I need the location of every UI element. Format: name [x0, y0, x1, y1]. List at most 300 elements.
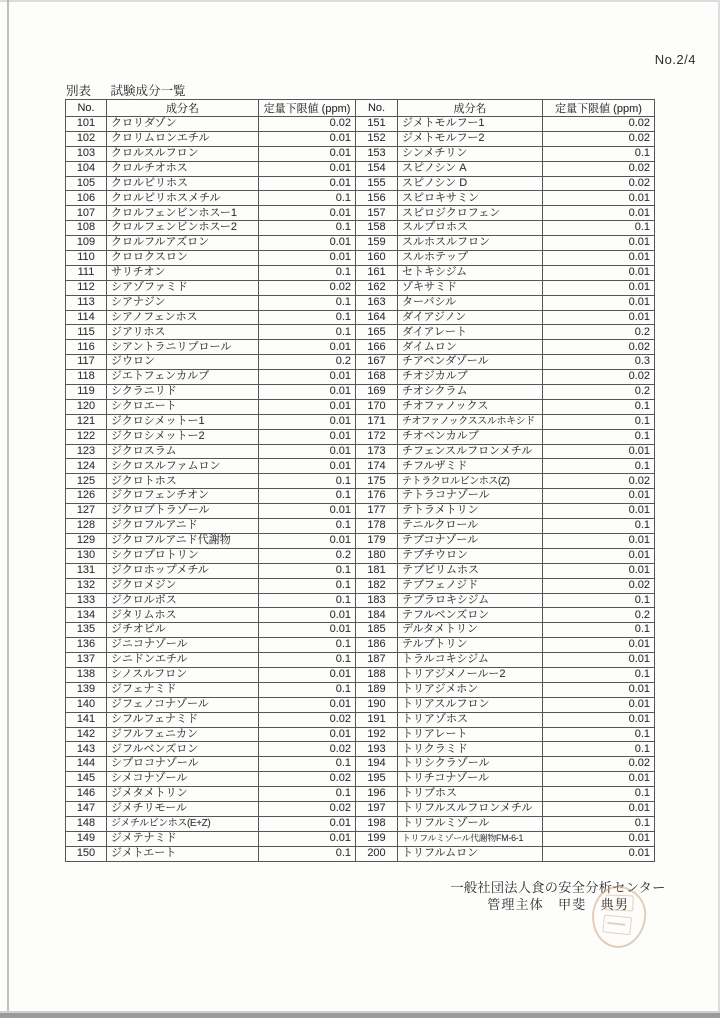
- row-number: 114: [66, 310, 107, 325]
- row-number: 121: [66, 414, 107, 429]
- detection-limit-value: 0.1: [543, 742, 655, 757]
- table-row: [356, 146, 655, 161]
- row-number: 122: [66, 429, 107, 444]
- table-row: [356, 801, 655, 816]
- table-right: [355, 99, 655, 862]
- table-row: [66, 504, 356, 519]
- row-number: 196: [356, 787, 398, 802]
- component-name: チアベンダゾール: [398, 355, 543, 370]
- detection-limit-value: 0.01: [259, 504, 356, 519]
- row-number: 189: [356, 682, 398, 697]
- row-number: 108: [66, 221, 107, 236]
- row-number: 165: [356, 325, 398, 340]
- table-row: [356, 370, 655, 385]
- row-number: 178: [356, 519, 398, 534]
- table-row: [66, 429, 356, 444]
- detection-limit-value: 0.2: [259, 355, 356, 370]
- table-row: [66, 727, 356, 742]
- row-number: 130: [66, 548, 107, 563]
- detection-limit-value: 0.1: [543, 623, 655, 638]
- detection-limit-value: 0.3: [543, 355, 655, 370]
- row-number: 135: [66, 623, 107, 638]
- detection-limit-value: 0.02: [259, 801, 356, 816]
- detection-limit-value: 0.01: [543, 831, 655, 846]
- table-row: [356, 697, 655, 712]
- detection-limit-value: 0.02: [259, 772, 356, 787]
- detection-limit-value: 0.01: [543, 563, 655, 578]
- table-row: [66, 697, 356, 712]
- component-name: デルタメトリン: [398, 623, 543, 638]
- detection-limit-value: 0.1: [543, 414, 655, 429]
- table-row: [356, 399, 655, 414]
- table-row: [356, 638, 655, 653]
- component-name: ジクロシメットー2: [107, 429, 259, 444]
- detection-limit-value: 0.1: [259, 489, 356, 504]
- row-number: 140: [66, 697, 107, 712]
- table-row: [66, 414, 356, 429]
- row-number: 153: [356, 146, 398, 161]
- detection-limit-value: 0.1: [543, 429, 655, 444]
- table-row: [66, 831, 356, 846]
- component-name: ジフルベンズロン: [107, 742, 259, 757]
- component-name: スルプロホス: [398, 221, 543, 236]
- component-name: チオベンカルブ: [398, 429, 543, 444]
- detection-limit-value: 0.01: [259, 727, 356, 742]
- table-row: [356, 816, 655, 831]
- detection-limit-value: 0.1: [259, 787, 356, 802]
- component-name: ジタリムホス: [107, 608, 259, 623]
- detection-limit-value: 0.01: [543, 712, 655, 727]
- table-row: [66, 459, 356, 474]
- component-name: ジメトエート: [107, 846, 259, 861]
- table-row: [356, 489, 655, 504]
- component-name: シアゾファミド: [107, 280, 259, 295]
- detection-limit-value: 0.01: [543, 295, 655, 310]
- row-number: 111: [66, 265, 107, 280]
- detection-limit-value: 0.01: [543, 206, 655, 221]
- row-number: 102: [66, 131, 107, 146]
- table-row: [66, 310, 356, 325]
- component-name: トリフルムロン: [398, 846, 543, 861]
- detection-limit-value: 0.01: [543, 489, 655, 504]
- row-number: 175: [356, 474, 398, 489]
- component-name: クロリダゾン: [107, 117, 259, 132]
- component-name: ゾキサミド: [398, 280, 543, 295]
- column-header-detection-limit: 定量下限値 (ppm): [259, 100, 356, 117]
- component-name: チフェンスルフロンメチル: [398, 444, 543, 459]
- table-row: [66, 712, 356, 727]
- scan-edge-left: [7, 0, 9, 1012]
- row-number: 145: [66, 772, 107, 787]
- row-number: 132: [66, 578, 107, 593]
- table-row: [66, 816, 356, 831]
- detection-limit-value: 0.1: [259, 295, 356, 310]
- row-number: 198: [356, 816, 398, 831]
- detection-limit-value: 0.02: [543, 340, 655, 355]
- row-number: 182: [356, 578, 398, 593]
- row-number: 123: [66, 444, 107, 459]
- table-row: [66, 489, 356, 504]
- row-number: 172: [356, 429, 398, 444]
- test-components-table: [65, 99, 655, 862]
- table-row: [66, 161, 356, 176]
- table-row: [356, 593, 655, 608]
- component-name: トリクラミド: [398, 742, 543, 757]
- row-number: 163: [356, 295, 398, 310]
- table-row: [66, 295, 356, 310]
- table-row: [356, 712, 655, 727]
- row-number: 154: [356, 161, 398, 176]
- row-number: 125: [66, 474, 107, 489]
- component-name: トリシクラゾール: [398, 757, 543, 772]
- detection-limit-value: 0.01: [259, 131, 356, 146]
- component-name: スピノシン A: [398, 161, 543, 176]
- title-annotation: 別表: [66, 84, 92, 98]
- scan-edge-bottom: [0, 1013, 720, 1018]
- table-row: [66, 206, 356, 221]
- table-row: [66, 117, 356, 132]
- detection-limit-value: 0.01: [259, 533, 356, 548]
- table-row: [356, 742, 655, 757]
- row-number: 104: [66, 161, 107, 176]
- detection-limit-value: 0.01: [259, 176, 356, 191]
- row-number: 187: [356, 653, 398, 668]
- row-number: 191: [356, 712, 398, 727]
- component-name: テプラロキシジム: [398, 593, 543, 608]
- row-number: 188: [356, 667, 398, 682]
- component-name: トリチコナゾール: [398, 772, 543, 787]
- header-row: [356, 100, 655, 117]
- detection-limit-value: 0.01: [259, 414, 356, 429]
- detection-limit-value: 0.01: [259, 161, 356, 176]
- detection-limit-value: 0.01: [259, 399, 356, 414]
- detection-limit-value: 0.2: [543, 608, 655, 623]
- component-name: トリアジメノールー2: [398, 667, 543, 682]
- row-number: 137: [66, 653, 107, 668]
- table-row: [356, 682, 655, 697]
- detection-limit-value: 0.2: [259, 548, 356, 563]
- detection-limit-value: 0.2: [543, 325, 655, 340]
- detection-limit-value: 0.01: [543, 533, 655, 548]
- row-number: 144: [66, 757, 107, 772]
- row-number: 134: [66, 608, 107, 623]
- component-name: ジクロフェンチオン: [107, 489, 259, 504]
- table-right-header: [356, 100, 655, 117]
- detection-limit-value: 0.02: [543, 176, 655, 191]
- component-name: ジフルフェニカン: [107, 727, 259, 742]
- detection-limit-value: 0.1: [259, 310, 356, 325]
- table-row: [356, 653, 655, 668]
- component-name: ジウロン: [107, 355, 259, 370]
- component-name: ジメトモルフー1: [398, 117, 543, 132]
- detection-limit-value: 0.02: [259, 280, 356, 295]
- table-row: [356, 414, 655, 429]
- component-name: テルブトリン: [398, 638, 543, 653]
- stamp-glyph-bottom: [602, 914, 632, 935]
- component-name: ダイムロン: [398, 340, 543, 355]
- detection-limit-value: 0.1: [259, 221, 356, 236]
- detection-limit-value: 0.02: [543, 757, 655, 772]
- table-row: [356, 221, 655, 236]
- component-name: チオシクラム: [398, 385, 543, 400]
- table-row: [356, 191, 655, 206]
- table-row: [66, 801, 356, 816]
- table-row: [66, 146, 356, 161]
- row-number: 106: [66, 191, 107, 206]
- table-left-body: [66, 117, 356, 862]
- column-header-component-name: 成分名: [107, 100, 259, 117]
- component-name: ジメタメトリン: [107, 787, 259, 802]
- component-name: トリアジメホン: [398, 682, 543, 697]
- component-name: チオジカルブ: [398, 370, 543, 385]
- row-number: 195: [356, 772, 398, 787]
- detection-limit-value: 0.01: [259, 146, 356, 161]
- table-row: [356, 578, 655, 593]
- table-row: [356, 325, 655, 340]
- row-number: 118: [66, 370, 107, 385]
- table-row: [356, 176, 655, 191]
- row-number: 173: [356, 444, 398, 459]
- table-row: [66, 444, 356, 459]
- footer-manager-line: 管理主体 甲斐 典男: [487, 897, 629, 912]
- table-row: [356, 340, 655, 355]
- component-name: ジエトフェンカルブ: [107, 370, 259, 385]
- detection-limit-value: 0.01: [259, 385, 356, 400]
- table-row: [356, 667, 655, 682]
- table-row: [356, 846, 655, 861]
- detection-limit-value: 0.02: [543, 578, 655, 593]
- table-row: [356, 280, 655, 295]
- component-name: シクロエート: [107, 399, 259, 414]
- component-name: ジクロメジン: [107, 578, 259, 593]
- detection-limit-value: 0.01: [543, 682, 655, 697]
- row-number: 150: [66, 846, 107, 861]
- table-row: [66, 340, 356, 355]
- row-number: 179: [356, 533, 398, 548]
- component-name: シクロスルファムロン: [107, 459, 259, 474]
- row-number: 193: [356, 742, 398, 757]
- component-name: チフルザミド: [398, 459, 543, 474]
- detection-limit-value: 0.01: [259, 236, 356, 251]
- component-name: トリアスルフロン: [398, 697, 543, 712]
- row-number: 176: [356, 489, 398, 504]
- detection-limit-value: 0.02: [543, 161, 655, 176]
- table-row: [356, 608, 655, 623]
- component-name: クロルチオホス: [107, 161, 259, 176]
- table-row: [66, 757, 356, 772]
- table-row: [66, 638, 356, 653]
- table-row: [356, 385, 655, 400]
- component-name: クロリムロンエチル: [107, 131, 259, 146]
- footer-organization: 一般社団法人食の安全分析センター: [450, 880, 666, 895]
- row-number: 186: [356, 638, 398, 653]
- row-number: 200: [356, 846, 398, 861]
- row-number: 199: [356, 831, 398, 846]
- component-name: セトキシジム: [398, 265, 543, 280]
- detection-limit-value: 0.01: [543, 846, 655, 861]
- detection-limit-value: 0.1: [259, 682, 356, 697]
- table-row: [66, 623, 356, 638]
- component-name: ターバシル: [398, 295, 543, 310]
- table-row: [66, 191, 356, 206]
- table-row: [66, 221, 356, 236]
- detection-limit-value: 0.1: [543, 519, 655, 534]
- table-row: [66, 131, 356, 146]
- component-name: シアノフェンホス: [107, 310, 259, 325]
- row-number: 152: [356, 131, 398, 146]
- detection-limit-value: 0.01: [543, 638, 655, 653]
- table-row: [356, 310, 655, 325]
- column-header-no: No.: [66, 100, 107, 117]
- table-row: [66, 474, 356, 489]
- component-name: ジメトモルフー2: [398, 131, 543, 146]
- row-number: 197: [356, 801, 398, 816]
- table-row: [66, 548, 356, 563]
- component-name: ジフェノコナゾール: [107, 697, 259, 712]
- detection-limit-value: 0.1: [543, 221, 655, 236]
- component-name: トリアゾホス: [398, 712, 543, 727]
- component-name: テニルクロール: [398, 519, 543, 534]
- component-name: ジメテナミド: [107, 831, 259, 846]
- detection-limit-value: 0.1: [259, 563, 356, 578]
- title-text: 試験成分一覧: [110, 84, 186, 98]
- row-number: 126: [66, 489, 107, 504]
- detection-limit-value: 0.01: [543, 191, 655, 206]
- detection-limit-value: 0.1: [259, 593, 356, 608]
- detection-limit-value: 0.1: [259, 265, 356, 280]
- table-row: [356, 429, 655, 444]
- row-number: 115: [66, 325, 107, 340]
- component-name: シプロコナゾール: [107, 757, 259, 772]
- detection-limit-value: 0.1: [259, 578, 356, 593]
- component-name: クロルピリホス: [107, 176, 259, 191]
- row-number: 169: [356, 385, 398, 400]
- detection-limit-value: 0.01: [259, 816, 356, 831]
- table-row: [356, 772, 655, 787]
- table-row: [66, 772, 356, 787]
- row-number: 119: [66, 385, 107, 400]
- component-name: シメコナゾール: [107, 772, 259, 787]
- component-name: スピロキサミン: [398, 191, 543, 206]
- row-number: 113: [66, 295, 107, 310]
- table-row: [356, 474, 655, 489]
- detection-limit-value: 0.02: [543, 370, 655, 385]
- row-number: 136: [66, 638, 107, 653]
- row-number: 181: [356, 563, 398, 578]
- component-name: サリチオン: [107, 265, 259, 280]
- table-row: [66, 667, 356, 682]
- row-number: 160: [356, 251, 398, 266]
- component-name: シニドンエチル: [107, 653, 259, 668]
- detection-limit-value: 0.01: [259, 444, 356, 459]
- detection-limit-value: 0.1: [259, 325, 356, 340]
- detection-limit-value: 0.02: [543, 131, 655, 146]
- row-number: 141: [66, 712, 107, 727]
- detection-limit-value: 0.1: [259, 474, 356, 489]
- component-name: チオファノックス: [398, 399, 543, 414]
- component-name: シクロプロトリン: [107, 548, 259, 563]
- row-number: 105: [66, 176, 107, 191]
- row-number: 109: [66, 236, 107, 251]
- detection-limit-value: 0.1: [259, 653, 356, 668]
- detection-limit-value: 0.1: [259, 638, 356, 653]
- row-number: 157: [356, 206, 398, 221]
- component-name: テトラメトリン: [398, 504, 543, 519]
- table-row: [66, 251, 356, 266]
- detection-limit-value: 0.1: [543, 787, 655, 802]
- row-number: 142: [66, 727, 107, 742]
- table-row: [66, 787, 356, 802]
- table-row: [356, 206, 655, 221]
- detection-limit-value: 0.01: [259, 459, 356, 474]
- table-row: [66, 265, 356, 280]
- table-row: [356, 265, 655, 280]
- component-name: シノスルフロン: [107, 667, 259, 682]
- table-row: [356, 787, 655, 802]
- table-row: [356, 355, 655, 370]
- row-number: 174: [356, 459, 398, 474]
- row-number: 177: [356, 504, 398, 519]
- document-footer: [415, 879, 701, 913]
- component-name: ジニコナゾール: [107, 638, 259, 653]
- component-name: スピロジクロフェン: [398, 206, 543, 221]
- detection-limit-value: 0.01: [543, 653, 655, 668]
- component-name: クロルスルフロン: [107, 146, 259, 161]
- document-title: [66, 81, 186, 99]
- row-number: 158: [356, 221, 398, 236]
- row-number: 155: [356, 176, 398, 191]
- component-name: トリフルミゾール: [398, 816, 543, 831]
- table-row: [356, 831, 655, 846]
- detection-limit-value: 0.1: [543, 727, 655, 742]
- column-header-detection-limit: 定量下限値 (ppm): [543, 100, 655, 117]
- row-number: 183: [356, 593, 398, 608]
- component-name: チオファノックススルホキシド: [398, 414, 543, 429]
- table-row: [356, 533, 655, 548]
- component-name: ジアリホス: [107, 325, 259, 340]
- table-row: [356, 504, 655, 519]
- row-number: 156: [356, 191, 398, 206]
- row-number: 101: [66, 117, 107, 132]
- row-number: 146: [66, 787, 107, 802]
- row-number: 194: [356, 757, 398, 772]
- table-row: [356, 161, 655, 176]
- component-name: スピノシン D: [398, 176, 543, 191]
- table-row: [356, 563, 655, 578]
- component-name: トリフルスルフロンメチル: [398, 801, 543, 816]
- component-name: ジクロトホス: [107, 474, 259, 489]
- row-number: 127: [66, 504, 107, 519]
- component-name: シクラニリド: [107, 385, 259, 400]
- component-name: テブコナゾール: [398, 533, 543, 548]
- row-number: 128: [66, 519, 107, 534]
- row-number: 170: [356, 399, 398, 414]
- component-name: スルホスルフロン: [398, 236, 543, 251]
- table-row: [356, 548, 655, 563]
- row-number: 148: [66, 816, 107, 831]
- detection-limit-value: 0.01: [543, 236, 655, 251]
- component-name: クロルピリホスメチル: [107, 191, 259, 206]
- row-number: 184: [356, 608, 398, 623]
- detection-limit-value: 0.1: [543, 399, 655, 414]
- component-name: クロルフルアズロン: [107, 236, 259, 251]
- row-number: 131: [66, 563, 107, 578]
- detection-limit-value: 0.1: [543, 816, 655, 831]
- component-name: シンメチリン: [398, 146, 543, 161]
- row-number: 171: [356, 414, 398, 429]
- component-name: ジクロホップメチル: [107, 563, 259, 578]
- detection-limit-value: 0.2: [543, 385, 655, 400]
